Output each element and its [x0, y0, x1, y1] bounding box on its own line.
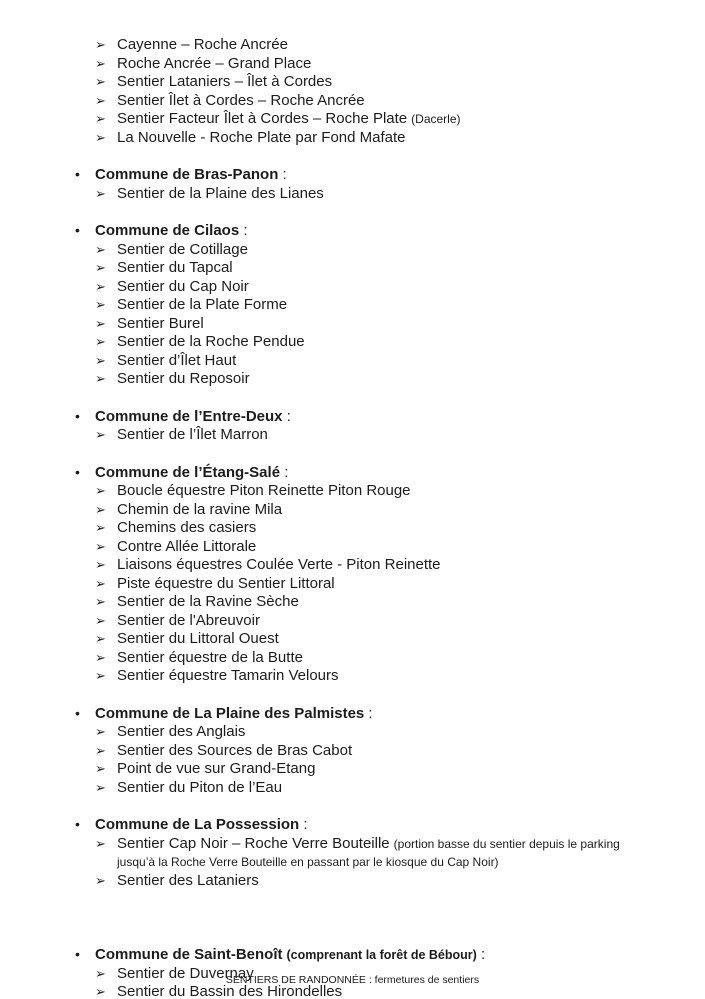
commune-header — [75, 945, 657, 965]
trail-item — [95, 333, 657, 352]
trail-name: Chemins des casiers — [117, 519, 257, 536]
trail-name: Sentier du Tapcal — [117, 259, 233, 276]
arrow-bullet-icon: ➢ — [95, 297, 106, 312]
trail-name: Sentier de l'Abreuvoir — [117, 611, 260, 629]
trail-item — [95, 575, 657, 594]
arrow-bullet-icon: ➢ — [95, 612, 106, 628]
trail-name: Sentier du Cap Noir — [117, 277, 249, 295]
bullet-icon: • — [75, 946, 80, 962]
trail-name: Sentier Îlet à Cordes – Roche Ancrée — [117, 91, 365, 109]
trail-item — [95, 779, 657, 798]
trail-name: Sentier équestre de la Butte — [117, 648, 303, 666]
arrow-bullet-icon: ➢ — [95, 965, 106, 981]
trail-item — [95, 612, 657, 631]
commune-header-colon: : — [299, 816, 308, 833]
commune-header — [75, 704, 657, 724]
trail-item-text — [117, 426, 657, 445]
arrow-bullet-icon: ➢ — [95, 742, 106, 758]
arrow-bullet-icon: ➢ — [95, 241, 106, 257]
trail-item-text — [117, 55, 657, 74]
trail-note: (Dacerle) — [411, 112, 461, 126]
trail-item-text — [117, 742, 657, 761]
trail-name: Sentier Cap Noir – Roche Verre Bouteille — [117, 834, 390, 852]
arrow-bullet-icon: ➢ — [95, 427, 106, 442]
trail-item — [95, 296, 657, 315]
arrow-bullet-icon: ➢ — [95, 55, 106, 71]
trail-name: Point de vue sur Grand-Etang — [117, 760, 316, 777]
arrow-bullet-icon: ➢ — [95, 557, 106, 572]
arrow-bullet-icon: ➢ — [95, 501, 106, 517]
commune-title: Commune de Saint-Benoît — [95, 946, 283, 963]
trail-item — [95, 352, 657, 371]
trail-item — [95, 538, 657, 557]
arrow-bullet-icon: ➢ — [95, 872, 106, 888]
arrow-bullet-icon: ➢ — [95, 984, 106, 999]
trail-item — [95, 426, 657, 445]
arrow-bullet-icon: ➢ — [95, 575, 106, 591]
commune-title: Commune de La Possession — [95, 816, 300, 833]
trail-item-text — [117, 723, 657, 742]
trail-name: La Nouvelle - Roche Plate par Fond Mafate — [117, 128, 406, 146]
trail-name: Sentier des Sources de Bras Cabot — [117, 741, 353, 759]
trail-item — [95, 723, 657, 742]
trail-name: Sentier de la Plate Forme — [117, 296, 288, 313]
trail-item — [95, 501, 657, 520]
trail-item — [95, 760, 657, 779]
commune-header-text — [95, 408, 291, 427]
arrow-bullet-icon: ➢ — [95, 371, 106, 386]
trail-item-text — [117, 630, 657, 649]
commune-header-text — [95, 816, 308, 835]
trail-item-text — [117, 73, 657, 92]
trail-name: Boucle équestre Piton Reinette Piton Rouge — [117, 482, 411, 499]
trail-name: Sentier du Bassin des Hirondelles — [117, 983, 343, 999]
arrow-bullet-icon: ➢ — [95, 668, 106, 683]
trail-item-text — [117, 110, 657, 129]
arrow-bullet-icon: ➢ — [95, 334, 106, 349]
trail-item — [95, 667, 657, 686]
trail-item — [95, 835, 657, 872]
trail-item — [95, 593, 657, 612]
trail-item — [95, 370, 657, 389]
trail-item-text — [117, 835, 657, 872]
bullet-icon: • — [75, 463, 80, 480]
commune-header — [75, 165, 657, 185]
trail-name: Roche Ancrée – Grand Place — [117, 54, 312, 72]
trail-name: Sentier de la Roche Pendue — [117, 333, 305, 350]
trail-name: Sentier Burel — [117, 314, 204, 332]
trail-name: Contre Allée Littorale — [117, 537, 257, 555]
trail-item-text — [117, 519, 657, 538]
trail-name: Piste équestre du Sentier Littoral — [117, 574, 335, 592]
commune-section — [75, 36, 657, 147]
bullet-icon: • — [75, 816, 80, 832]
trail-item — [95, 315, 657, 334]
trail-name: Sentier des Anglais — [117, 723, 246, 740]
arrow-bullet-icon: ➢ — [95, 538, 106, 554]
trail-name: Sentier Lataniers – Îlet à Cordes — [117, 73, 333, 90]
arrow-bullet-icon: ➢ — [95, 352, 106, 368]
arrow-bullet-icon: ➢ — [95, 278, 106, 294]
trail-item-text — [117, 538, 657, 557]
trail-item-text — [117, 501, 657, 520]
arrow-bullet-icon: ➢ — [95, 483, 106, 498]
commune-header-text — [95, 946, 485, 965]
trail-item-text — [117, 760, 657, 779]
commune-section — [75, 221, 657, 389]
arrow-bullet-icon: ➢ — [95, 111, 106, 126]
arrow-bullet-icon: ➢ — [95, 649, 106, 665]
arrow-bullet-icon: ➢ — [95, 761, 106, 776]
trail-item — [95, 649, 657, 668]
arrow-bullet-icon: ➢ — [95, 520, 106, 535]
commune-title: Commune de l’Étang-Salé — [95, 463, 281, 481]
trail-item-text — [117, 185, 657, 204]
arrow-bullet-icon: ➢ — [95, 37, 106, 52]
trail-item-text — [117, 129, 657, 148]
trail-item — [95, 556, 657, 575]
bullet-icon: • — [75, 704, 80, 721]
commune-section — [75, 815, 657, 890]
trail-item — [95, 630, 657, 649]
trail-item — [95, 519, 657, 538]
trail-item — [95, 55, 657, 74]
trail-item — [95, 36, 657, 55]
trail-item-text — [117, 575, 657, 594]
trail-item-text — [117, 482, 657, 501]
commune-header — [75, 463, 657, 483]
commune-header-colon: : — [282, 407, 291, 425]
trail-name: Sentier du Littoral Ouest — [117, 630, 279, 647]
arrow-bullet-icon: ➢ — [95, 631, 106, 646]
commune-header-colon: : — [239, 222, 248, 239]
trail-item — [95, 259, 657, 278]
commune-header-text — [95, 464, 288, 483]
commune-header-text — [95, 705, 373, 724]
commune-header-text — [95, 166, 287, 185]
bullet-icon: • — [75, 166, 80, 182]
trail-name: Sentier des Lataniers — [117, 871, 259, 889]
arrow-bullet-icon: ➢ — [95, 315, 106, 331]
arrow-bullet-icon: ➢ — [95, 779, 106, 795]
trail-item-text — [117, 612, 657, 631]
trail-item — [95, 278, 657, 297]
arrow-bullet-icon: ➢ — [95, 835, 106, 851]
trail-item-text — [117, 556, 657, 575]
trail-item-text — [117, 315, 657, 334]
commune-header — [75, 221, 657, 241]
trail-item — [95, 742, 657, 761]
bullet-icon: • — [75, 222, 80, 238]
trail-item — [95, 872, 657, 891]
arrow-bullet-icon: ➢ — [95, 74, 106, 89]
commune-header-colon: : — [278, 166, 287, 183]
trail-item — [95, 110, 657, 129]
trail-item-text — [117, 333, 657, 352]
trail-name: Liaisons équestres Coulée Verte - Piton Reinette — [117, 556, 441, 573]
commune-title: Commune de Bras-Panon — [95, 166, 279, 183]
commune-header-colon: : — [280, 463, 289, 481]
trail-item-text — [117, 92, 657, 111]
trail-item — [95, 92, 657, 111]
trail-name: Sentier de Duvernay — [117, 964, 254, 982]
trail-name: Sentier de l’Îlet Marron — [117, 426, 268, 443]
trail-item-text — [117, 370, 657, 389]
commune-header-text — [95, 222, 248, 241]
commune-title: Commune de Cilaos — [95, 222, 240, 239]
commune-section — [75, 407, 657, 445]
trail-item-text — [117, 259, 657, 278]
commune-section — [75, 165, 657, 203]
trail-item-text — [117, 649, 657, 668]
commune-title: Commune de La Plaine des Palmistes — [95, 704, 365, 722]
trail-name: Sentier équestre Tamarin Velours — [117, 667, 339, 684]
trail-name: Sentier d’Îlet Haut — [117, 351, 237, 369]
trail-name: Sentier du Reposoir — [117, 370, 250, 387]
trail-item-text — [117, 667, 657, 686]
trail-item — [95, 482, 657, 501]
trail-note: (portion basse du sentier depuis le parking jusqu’à la Roche Verre Bouteille en passant par le kiosque du Cap Noir) — [117, 836, 620, 869]
arrow-bullet-icon: ➢ — [95, 185, 106, 201]
arrow-bullet-icon: ➢ — [95, 724, 106, 739]
trail-item — [95, 241, 657, 260]
trail-name: Sentier de la Plaine des Lianes — [117, 184, 324, 202]
commune-title: Commune de l’Entre-Deux — [95, 407, 283, 425]
trail-name: Sentier du Piton de l’Eau — [117, 778, 283, 796]
commune-section — [75, 704, 657, 798]
commune-section — [75, 463, 657, 686]
trail-name: Chemin de la ravine Mila — [117, 500, 283, 518]
trail-item-text — [117, 296, 657, 315]
arrow-bullet-icon: ➢ — [95, 92, 106, 108]
bullet-icon: • — [75, 407, 80, 424]
trail-item-text — [117, 36, 657, 55]
trail-name: Sentier de la Ravine Sèche — [117, 593, 299, 610]
arrow-bullet-icon: ➢ — [95, 594, 106, 609]
arrow-bullet-icon: ➢ — [95, 129, 106, 145]
trail-name: Cayenne – Roche Ancrée — [117, 36, 288, 53]
trail-item-text — [117, 352, 657, 371]
trail-item-text — [117, 241, 657, 260]
trail-item — [95, 73, 657, 92]
commune-header-note: (comprenant la forêt de Bébour) — [286, 948, 477, 962]
trail-item-text — [117, 872, 657, 891]
commune-header — [75, 407, 657, 427]
commune-header-colon: : — [364, 704, 373, 722]
trail-item-text — [117, 278, 657, 297]
trail-name: Sentier de Cotillage — [117, 240, 248, 258]
trail-item-text — [117, 593, 657, 612]
commune-header — [75, 815, 657, 835]
page-footer: SENTIERS DE RANDONNÉE : fermetures de sentiers — [225, 973, 480, 986]
commune-header-colon: : — [476, 946, 486, 963]
trail-item — [95, 129, 657, 148]
trail-item-text — [117, 779, 657, 798]
trail-name: Sentier Facteur Îlet à Cordes – Roche Plate — [117, 110, 408, 127]
arrow-bullet-icon: ➢ — [95, 260, 106, 275]
trail-item — [95, 185, 657, 204]
